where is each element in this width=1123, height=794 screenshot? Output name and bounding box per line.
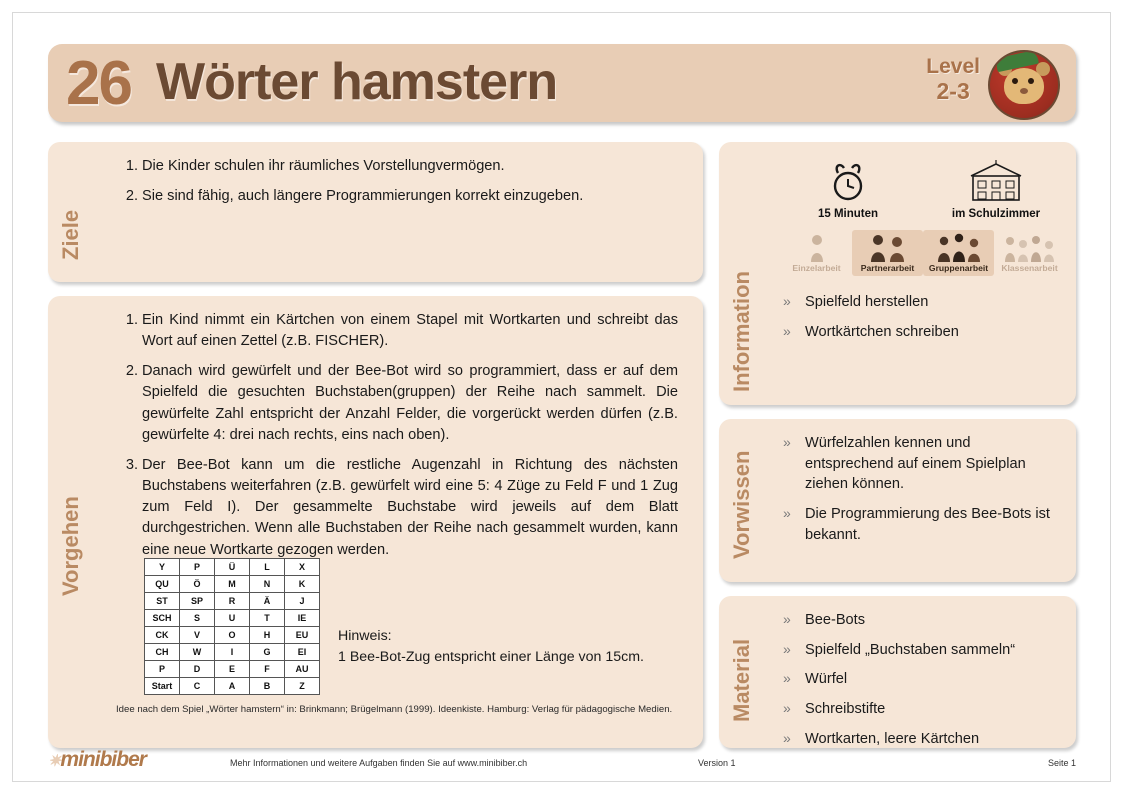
material-list (783, 610, 1059, 750)
social-forms-row (781, 230, 1065, 276)
section-label-vorwissen: Vorwissen (729, 450, 754, 559)
section-material (719, 596, 1076, 748)
social-form-klassenarbeit (994, 230, 1065, 276)
grid-cell: A (215, 678, 250, 695)
hinweis-title: Hinweis: (338, 628, 392, 644)
duration-label: 15 Minuten (817, 208, 879, 220)
grid-cell: C (180, 678, 215, 695)
list-number: 1. (125, 158, 138, 174)
level-value: 2-3 (936, 77, 970, 104)
alarm-clock-icon (783, 156, 913, 208)
list-item: » Bee-Bots (783, 610, 1059, 631)
grid-cell: E (215, 661, 250, 678)
grid-cell: IE (285, 610, 320, 627)
star-icon: ✷ (48, 753, 61, 770)
grid-cell: I (215, 644, 250, 661)
vorwissen-list (783, 433, 1059, 546)
class-persons-icon (994, 232, 1065, 262)
grid-cell: H (250, 627, 285, 644)
social-form-label: Gruppenarbeit (928, 263, 989, 273)
footer-info: Mehr Informationen und weitere Aufgaben finden Sie auf www.minibiber.ch (230, 758, 528, 768)
social-form-gruppenarbeit (923, 230, 994, 276)
ziele-content (96, 156, 696, 216)
mascot-eye-right (1028, 78, 1034, 84)
list-item: » Würfelzahlen kennen und entsprechend auf einem Spielplan ziehen können. (783, 433, 1059, 495)
table-row (145, 593, 320, 610)
level-badge (926, 56, 980, 104)
social-form-einzelarbeit (781, 230, 852, 276)
table-row (145, 678, 320, 695)
social-form-partnerarbeit (852, 230, 923, 276)
grid-cell: L (250, 559, 285, 576)
grid-cell: T (250, 610, 285, 627)
hamster-mascot-icon (988, 50, 1060, 120)
grid-cell: U (215, 610, 250, 627)
list-item (125, 310, 678, 352)
grid-cell: Ö (180, 576, 215, 593)
grid-cell: F (250, 661, 285, 678)
list-item (125, 156, 678, 177)
grid-cell: ST (145, 593, 180, 610)
list-item (125, 186, 678, 207)
grid-cell: Ü (215, 559, 250, 576)
list-item: » Wortkarten, leere Kärtchen (783, 729, 1059, 750)
table-row (145, 576, 320, 593)
material-content (783, 610, 1059, 759)
ziele-list (96, 156, 696, 207)
list-item (125, 361, 678, 446)
list-text: Der Bee-Bot kann um die restliche Augenzahl in Richtung des nächsten Buchstabens weiterfahren (z.B. gewürfelt wird eine 5: 4 Züge zu Feld F und 1 Zug zum Feld I). Der gesammelte Buchstabe wird jeweils auf dem Blatt durchgestrichen. Wenn alle Buchstaben der Reihe nach gesammelt wurden, kann eine neue Wortkarte gezogen werden. (142, 456, 678, 558)
grid-cell: S (180, 610, 215, 627)
table-row (145, 559, 320, 576)
hinweis-block (338, 626, 644, 669)
list-item: » Spielfeld herstellen (783, 292, 1055, 313)
grid-cell: G (250, 644, 285, 661)
list-item: » Wortkärtchen schreiben (783, 322, 1055, 343)
mascot-nose (1020, 88, 1028, 94)
logo-text: minibiber (60, 748, 146, 771)
list-text: Die Kinder schulen ihr räumliches Vorstellungvermögen. (142, 158, 505, 174)
information-top-row (783, 156, 1061, 220)
section-information (719, 142, 1076, 405)
page-title: Wörter hamstern (156, 53, 558, 111)
grid-cell: M (215, 576, 250, 593)
grid-cell: SP (180, 593, 215, 610)
playing-field-grid (144, 558, 320, 695)
grid-cell: W (180, 644, 215, 661)
grid-cell: D (180, 661, 215, 678)
list-item: » Spielfeld „Buchstaben sammeln“ (783, 640, 1059, 661)
list-number: 1. (125, 312, 138, 328)
list-number: 2. (125, 188, 138, 205)
social-form-label: Partnerarbeit (860, 263, 915, 273)
exercise-number: 26 (66, 49, 131, 118)
section-ziele (48, 142, 703, 282)
duration-block (783, 156, 913, 220)
list-text: Ein Kind nimmt ein Kärtchen von einem Stapel mit Wortkarten und schreibt das Wort auf einen Zettel (z.B. FISCHER). (142, 312, 678, 350)
grid-cell: R (215, 593, 250, 610)
list-number: 2. (125, 363, 138, 380)
vorgehen-list (96, 310, 696, 561)
list-number: 3. (125, 456, 138, 473)
grid-cell-start: Start (145, 678, 180, 695)
list-item (125, 455, 678, 561)
grid-cell: K (285, 576, 320, 593)
section-label-vorgehen: Vorgehen (58, 496, 83, 596)
grid-cell: CH (145, 644, 180, 661)
section-label-information: Information (729, 271, 754, 392)
grid-cell: SCH (145, 610, 180, 627)
list-text: Sie sind fähig, auch längere Programmierungen korrekt einzugeben. (142, 188, 584, 205)
grid-cell: Ä (250, 593, 285, 610)
grid-cell: EU (285, 627, 320, 644)
vorwissen-content (783, 433, 1059, 555)
section-vorwissen (719, 419, 1076, 582)
group-persons-icon (923, 232, 994, 262)
grid-cell: P (180, 559, 215, 576)
level-label: Level (926, 55, 980, 78)
grid-cell: Z (285, 678, 320, 695)
grid-cell: V (180, 627, 215, 644)
section-label-material: Material (729, 638, 754, 722)
mascot-eye-left (1012, 78, 1018, 84)
grid-cell: N (250, 576, 285, 593)
vorgehen-content (96, 310, 696, 570)
grid-cell: P (145, 661, 180, 678)
grid-cell: X (285, 559, 320, 576)
information-content (783, 292, 1055, 351)
table-row (145, 644, 320, 661)
grid-cell: B (250, 678, 285, 695)
page-header (48, 44, 1076, 122)
section-vorgehen (48, 296, 703, 748)
information-list (783, 292, 1055, 342)
list-text: Danach wird gewürfelt und der Bee-Bot wird so programmiert, dass er auf dem Spielfeld die gesuchten Buchstaben(gruppen) der Reihe nach sammelt. Die gewürfelte Zahl entspricht der Anzahl Felder, die vorgerückt werden dürfen (z.B. gewürfelte 4: drei nach rechts, eins nach oben). (142, 363, 678, 443)
grid-cell: EI (285, 644, 320, 661)
list-item: » Würfel (783, 669, 1059, 690)
place-block (931, 156, 1061, 220)
single-person-icon (781, 232, 852, 262)
list-item: » Die Programmierung des Bee-Bots ist bekannt. (783, 504, 1059, 545)
mascot-face (1004, 68, 1044, 104)
table-row (145, 661, 320, 678)
grid-cell: CK (145, 627, 180, 644)
grid-cell: J (285, 593, 320, 610)
grid-cell: AU (285, 661, 320, 678)
place-label: im Schulzimmer (951, 208, 1041, 220)
footer-version: Version 1 (698, 758, 736, 768)
section-label-ziele: Ziele (58, 209, 83, 260)
table-row (145, 627, 320, 644)
minibiber-logo (48, 748, 146, 772)
social-form-label: Klassenarbeit (1001, 263, 1058, 273)
hinweis-text: 1 Bee-Bot-Zug entspricht einer Länge von 15cm. (338, 649, 644, 666)
grid-cell: QU (145, 576, 180, 593)
social-form-label: Einzelarbeit (792, 263, 841, 273)
source-note: Idee nach dem Spiel „Wörter hamstern“ in: Brinkmann; Brügelmann (1999). Ideenkiste. Hamburg: Verlag für pädagogische Medien. (116, 704, 673, 715)
school-building-icon (931, 156, 1061, 208)
footer-page: Seite 1 (1047, 758, 1076, 768)
two-persons-icon (852, 232, 923, 262)
table-row (145, 610, 320, 627)
list-item: » Schreibstifte (783, 699, 1059, 720)
grid-cell: O (215, 627, 250, 644)
grid-cell: Y (145, 559, 180, 576)
